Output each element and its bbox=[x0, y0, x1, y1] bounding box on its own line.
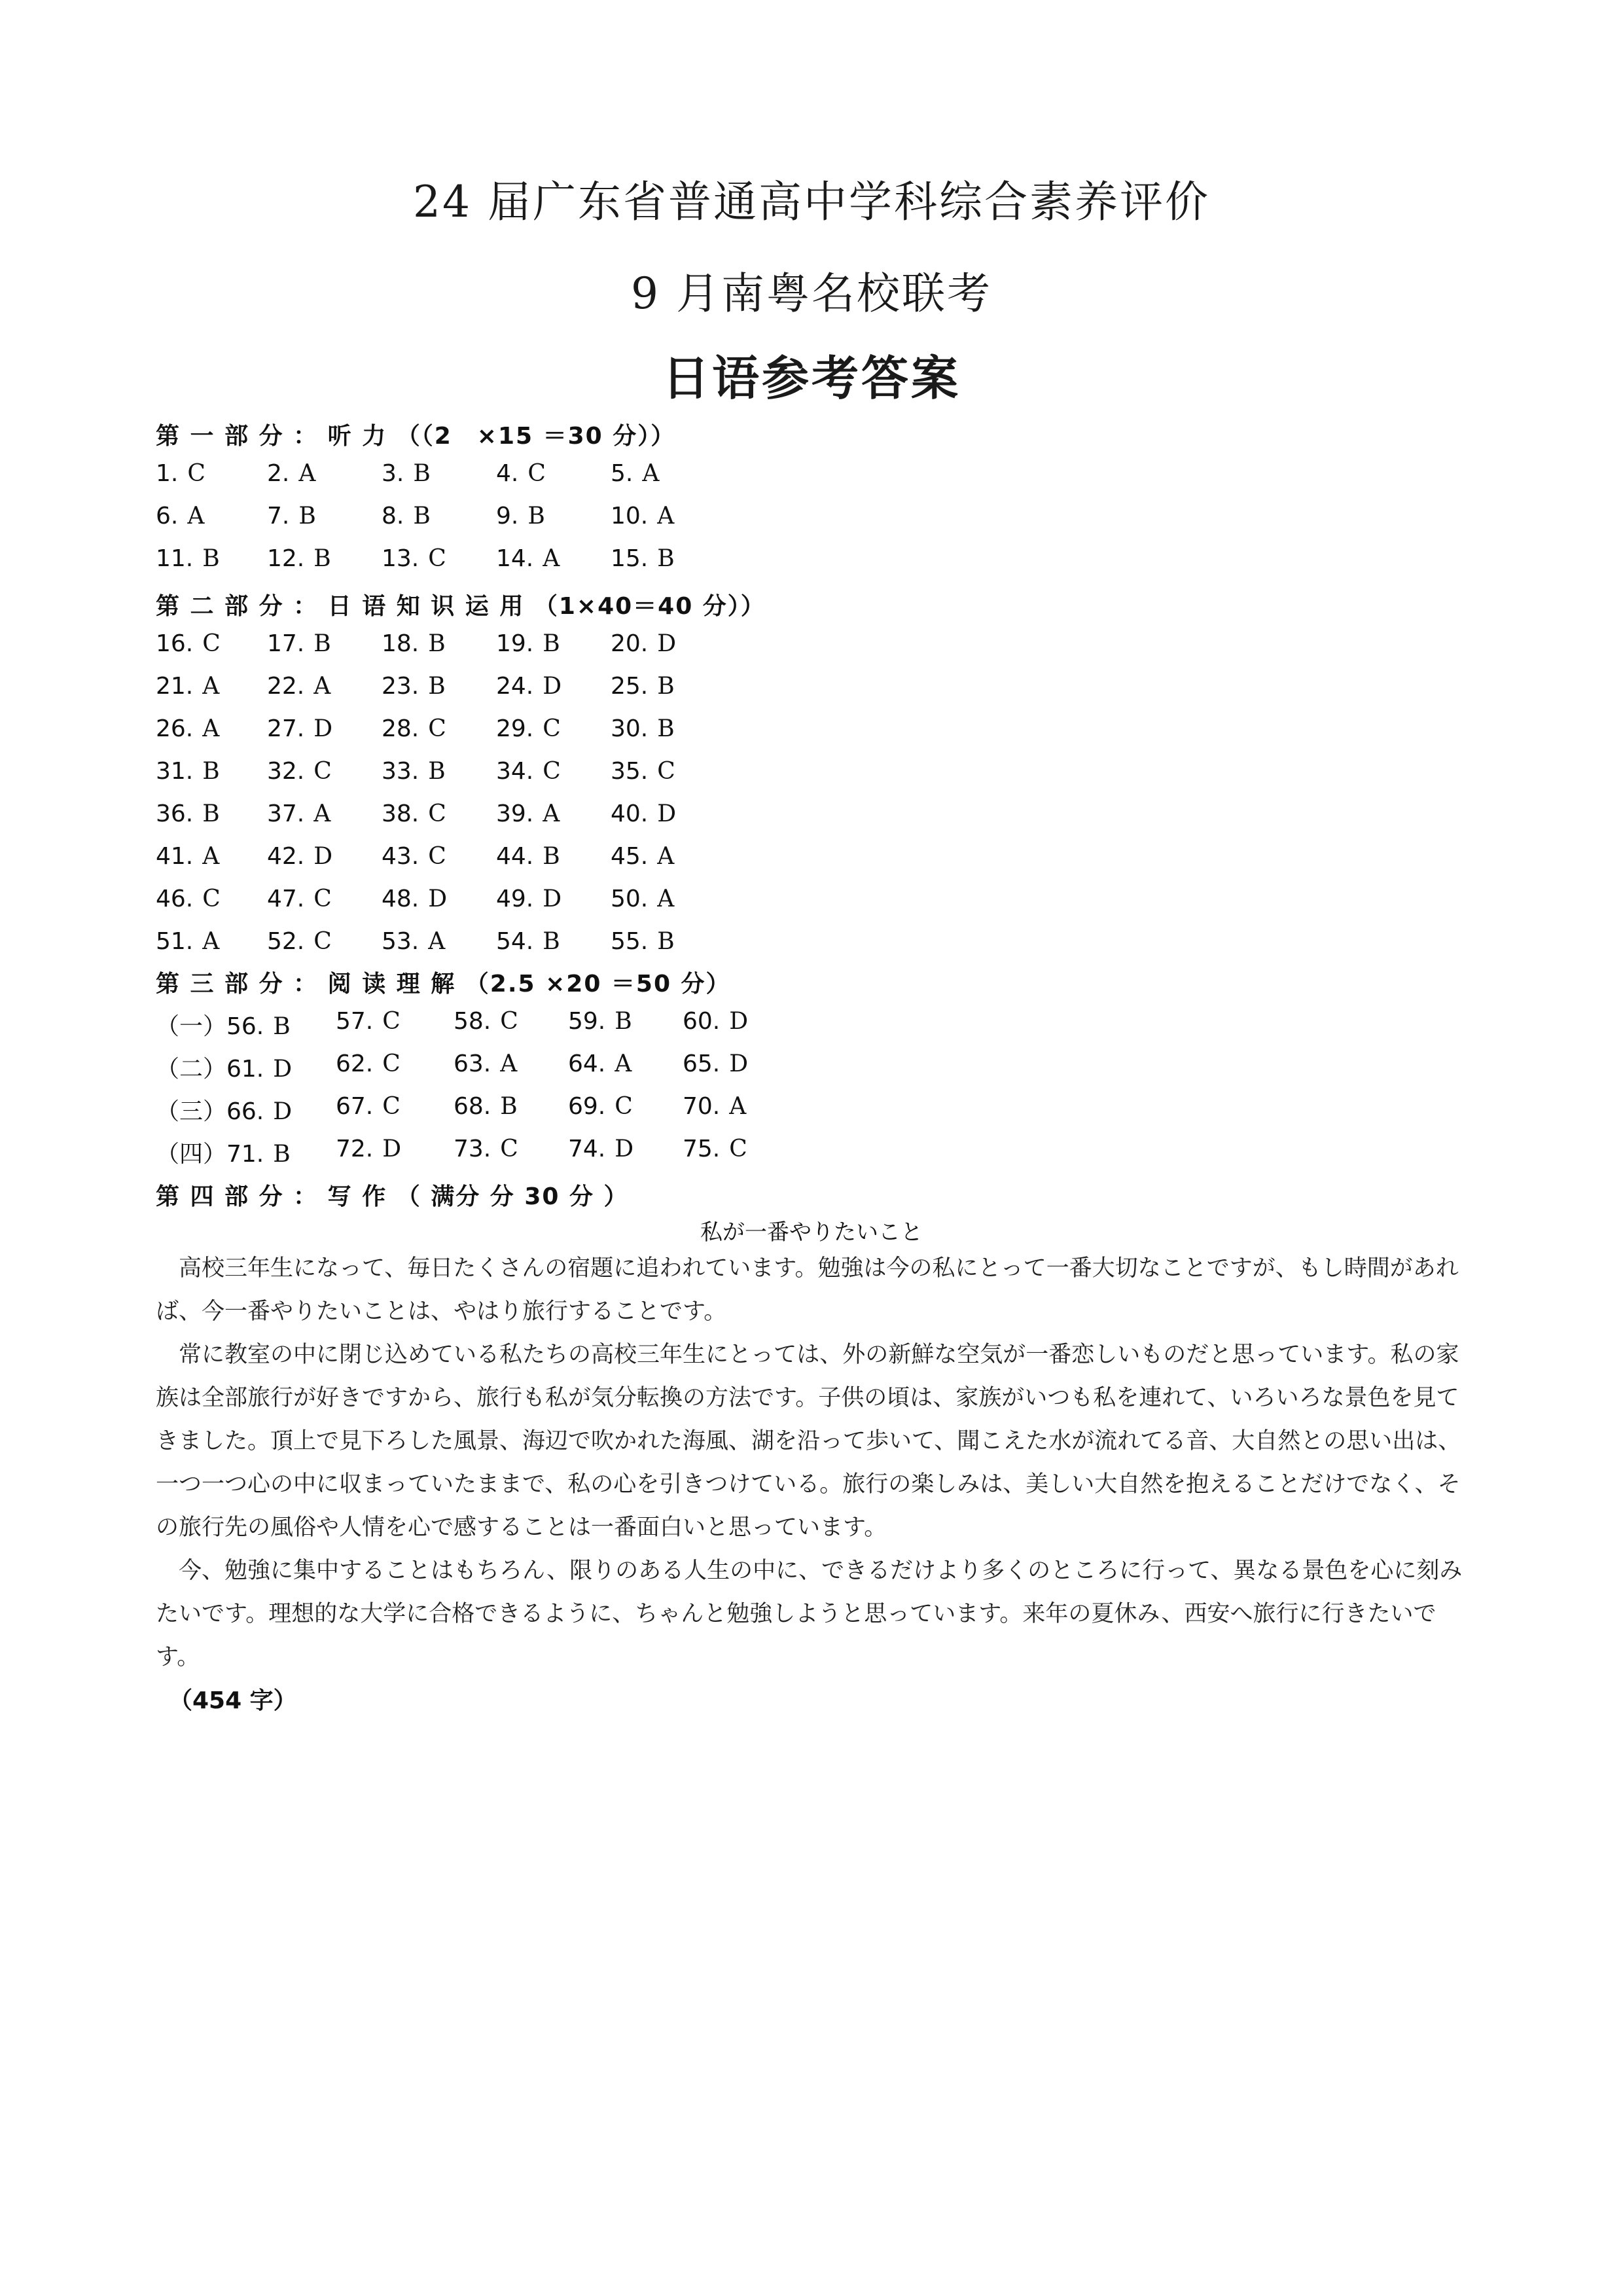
answer-choice: B bbox=[202, 758, 220, 785]
answer-choice: D bbox=[657, 630, 677, 657]
answer-choice: A bbox=[642, 460, 660, 487]
answer-item bbox=[496, 928, 560, 955]
answer-item bbox=[611, 630, 676, 657]
question-number: 8. bbox=[382, 503, 404, 529]
answer-choice: C bbox=[428, 843, 446, 870]
question-number: 60. bbox=[683, 1008, 721, 1035]
answer-item bbox=[267, 886, 332, 912]
answer-choice: B bbox=[657, 673, 675, 700]
question-number: 5. bbox=[611, 460, 633, 487]
question-number: 38. bbox=[382, 800, 419, 827]
answer-choice: C bbox=[500, 1008, 518, 1035]
question-number: 55. bbox=[611, 928, 649, 955]
answer-choice: A bbox=[615, 1050, 632, 1077]
answer-choice: C bbox=[428, 545, 446, 572]
answer-choice: A bbox=[657, 503, 675, 529]
question-number: 51. bbox=[156, 928, 194, 955]
answer-choice: D bbox=[543, 886, 562, 912]
answer-item bbox=[156, 843, 219, 870]
answer-choice: D bbox=[273, 1098, 293, 1125]
question-number: 49. bbox=[496, 886, 534, 912]
answer-item bbox=[611, 545, 675, 572]
question-number: 18. bbox=[382, 630, 419, 657]
answer-item bbox=[382, 928, 445, 955]
section-heading-writing: 第 四 部 分 ： 写 作 （ 满分 分 30 分 ） bbox=[156, 1183, 629, 1210]
answer-choice: C bbox=[313, 758, 332, 785]
answer-item bbox=[382, 545, 446, 572]
answer-item bbox=[382, 886, 447, 912]
answer-item bbox=[267, 460, 315, 487]
answer-item bbox=[336, 1093, 401, 1120]
question-number: 45. bbox=[611, 843, 649, 870]
question-number: 14. bbox=[496, 545, 534, 572]
question-number: 43. bbox=[382, 843, 419, 870]
answer-choice: A bbox=[298, 460, 316, 487]
answer-choice: B bbox=[413, 503, 431, 529]
answer-choice: B bbox=[428, 758, 446, 785]
answer-choice: C bbox=[729, 1136, 747, 1162]
question-number: 11. bbox=[156, 545, 194, 572]
question-number: 28. bbox=[382, 715, 419, 742]
question-number: 26. bbox=[156, 715, 194, 742]
answer-choice: A bbox=[657, 843, 675, 870]
question-number: 33. bbox=[382, 758, 419, 785]
answer-choice: D bbox=[273, 1056, 293, 1083]
answer-item bbox=[382, 843, 446, 870]
question-number: 52. bbox=[267, 928, 305, 955]
question-number: 58. bbox=[454, 1008, 491, 1035]
question-number: 35. bbox=[611, 758, 649, 785]
answer-choice: B bbox=[527, 503, 545, 529]
question-number: 70. bbox=[683, 1093, 721, 1120]
answer-choice: D bbox=[543, 673, 562, 700]
question-number: 7. bbox=[267, 503, 290, 529]
answer-choice: B bbox=[657, 545, 675, 572]
essay-paragraph: 今、勉強に集中することはもちろん、限りのある人生の中に、できるだけより多くのところに行って、異なる景色を心に刻みたいです。理想的な大学に合格できるように、ちゃんと勉強しようと思っています。来年の夏休み、西安へ旅行に行きたいです。 bbox=[156, 1558, 1463, 1670]
answer-choice: C bbox=[615, 1093, 633, 1120]
answer-choice: C bbox=[382, 1093, 401, 1120]
answer-choice: A bbox=[657, 886, 675, 912]
answer-choice: B bbox=[273, 1013, 291, 1040]
question-number: 4. bbox=[496, 460, 519, 487]
answer-item bbox=[156, 715, 219, 742]
answer-item bbox=[382, 630, 446, 657]
answer-item bbox=[156, 1008, 291, 1041]
answer-item bbox=[156, 503, 204, 529]
answer-choice: C bbox=[202, 886, 221, 912]
answer-choice: A bbox=[729, 1093, 747, 1120]
answer-item bbox=[611, 460, 659, 487]
answer-choice: A bbox=[187, 503, 205, 529]
answer-choice: C bbox=[382, 1050, 401, 1077]
answer-item bbox=[156, 1093, 292, 1126]
answer-choice: B bbox=[543, 630, 560, 657]
question-number: （一）56. bbox=[156, 1013, 264, 1040]
answer-item bbox=[611, 928, 675, 955]
answer-choice: A bbox=[428, 928, 446, 955]
question-number: 41. bbox=[156, 843, 194, 870]
question-number: 37. bbox=[267, 800, 305, 827]
question-number: 64. bbox=[568, 1050, 606, 1077]
answer-item bbox=[683, 1093, 746, 1120]
answer-item bbox=[611, 673, 675, 700]
answer-choice: D bbox=[313, 715, 333, 742]
answer-item bbox=[336, 1136, 401, 1162]
answer-choice: A bbox=[202, 715, 220, 742]
question-number: 21. bbox=[156, 673, 194, 700]
answer-choice: B bbox=[313, 545, 331, 572]
section-heading-language-use: 第 二 部 分 ： 日 语 知 识 运 用 （1×40＝40 分）） bbox=[156, 593, 766, 620]
answer-choice: B bbox=[543, 928, 560, 955]
question-number: 47. bbox=[267, 886, 305, 912]
answer-item bbox=[156, 758, 220, 785]
answer-item bbox=[454, 1136, 518, 1162]
question-number: （二）61. bbox=[156, 1056, 264, 1083]
answer-item bbox=[454, 1093, 518, 1120]
answer-item bbox=[267, 503, 316, 529]
answer-choice: B bbox=[202, 545, 220, 572]
answer-item bbox=[382, 715, 446, 742]
answer-choice: D bbox=[729, 1050, 749, 1077]
question-number: 17. bbox=[267, 630, 305, 657]
section-heading-reading: 第 三 部 分 ： 阅 读 理 解 （2.5 ×20 ＝50 分） bbox=[156, 971, 731, 997]
answer-choice: A bbox=[500, 1050, 518, 1077]
answer-item bbox=[336, 1008, 401, 1035]
answer-choice: C bbox=[657, 758, 675, 785]
question-number: （三）66. bbox=[156, 1098, 264, 1125]
question-number: 34. bbox=[496, 758, 534, 785]
answer-item bbox=[382, 503, 431, 529]
answer-item bbox=[611, 800, 676, 827]
answer-choice: A bbox=[202, 843, 220, 870]
question-number: 44. bbox=[496, 843, 534, 870]
answer-choice: B bbox=[657, 715, 675, 742]
answer-item bbox=[611, 715, 675, 742]
answer-choice: C bbox=[500, 1136, 518, 1162]
question-number: 2. bbox=[267, 460, 290, 487]
answer-choice: B bbox=[413, 460, 431, 487]
question-number: 25. bbox=[611, 673, 649, 700]
answer-item bbox=[267, 715, 332, 742]
question-number: 50. bbox=[611, 886, 649, 912]
question-number: 65. bbox=[683, 1050, 721, 1077]
answer-choice: B bbox=[273, 1141, 291, 1168]
answer-choice: C bbox=[382, 1008, 401, 1035]
section-heading-listening: 第 一 部 分 ： 听 力 （（2 ×15 ＝30 分）） bbox=[156, 423, 676, 450]
answer-item bbox=[156, 460, 205, 487]
question-number: 9. bbox=[496, 503, 519, 529]
answer-choice: C bbox=[428, 800, 446, 827]
answer-choice: C bbox=[202, 630, 221, 657]
answer-key-heading: 日语参考答案 bbox=[662, 351, 961, 406]
answer-choice: D bbox=[382, 1136, 402, 1162]
answer-item bbox=[683, 1050, 748, 1077]
answer-choice: B bbox=[428, 673, 446, 700]
answer-item bbox=[156, 886, 221, 912]
question-number: 20. bbox=[611, 630, 649, 657]
answer-choice: D bbox=[428, 886, 448, 912]
question-number: 42. bbox=[267, 843, 305, 870]
answer-item bbox=[611, 758, 675, 785]
question-number: 24. bbox=[496, 673, 534, 700]
question-number: 30. bbox=[611, 715, 649, 742]
essay-body bbox=[156, 1247, 1471, 1679]
question-number: 75. bbox=[683, 1136, 721, 1162]
answer-choice: A bbox=[202, 928, 220, 955]
question-number: 53. bbox=[382, 928, 419, 955]
question-number: 69. bbox=[568, 1093, 606, 1120]
question-number: 73. bbox=[454, 1136, 491, 1162]
answer-item bbox=[568, 1050, 632, 1077]
question-number: 23. bbox=[382, 673, 419, 700]
answer-choice: C bbox=[313, 886, 332, 912]
question-number: 57. bbox=[336, 1008, 374, 1035]
answer-choice: B bbox=[298, 503, 316, 529]
answer-item bbox=[568, 1093, 633, 1120]
answer-choice: D bbox=[313, 843, 333, 870]
answer-choice: B bbox=[615, 1008, 632, 1035]
answer-item bbox=[267, 673, 330, 700]
answer-item bbox=[496, 545, 560, 572]
answer-item bbox=[267, 928, 332, 955]
answer-choice: B bbox=[657, 928, 675, 955]
question-number: （四）71. bbox=[156, 1141, 264, 1168]
answer-choice: A bbox=[543, 545, 560, 572]
question-number: 15. bbox=[611, 545, 649, 572]
question-number: 39. bbox=[496, 800, 534, 827]
question-number: 10. bbox=[611, 503, 649, 529]
answer-item bbox=[267, 843, 332, 870]
answer-item bbox=[156, 1136, 291, 1169]
answer-item bbox=[496, 460, 546, 487]
question-number: 3. bbox=[382, 460, 404, 487]
question-number: 62. bbox=[336, 1050, 374, 1077]
answer-item bbox=[382, 673, 446, 700]
answer-item bbox=[611, 886, 674, 912]
answer-item bbox=[496, 673, 562, 700]
answer-item bbox=[496, 843, 560, 870]
answer-choice: C bbox=[527, 460, 546, 487]
question-number: 12. bbox=[267, 545, 305, 572]
answer-choice: C bbox=[428, 715, 446, 742]
essay-paragraph: 常に教室の中に閉じ込めている私たちの高校三年生にとっては、外の新鮮な空気が一番恋しいものだと思っています。私の家族は全部旅行が好きですから、旅行も私が気分転換の方法です。子供の頃は、家族がいつも私を連れて、いろいろな景色を見てきました。頂上で見下ろした風景、海辺で吹かれた海風、湖を沿って歩いて、聞こえた水が流れてる音、大自然との思い出は、一つ一つ心の中に収まっていたままで、私の心を引きつけている。旅行の楽しみは、美しい大自然を抱えることだけでなく、その旅行先の風俗や人情を心で感することは一番面白いと思っています。 bbox=[156, 1342, 1461, 1541]
answer-item bbox=[611, 843, 674, 870]
answer-item bbox=[156, 630, 221, 657]
answer-item bbox=[454, 1050, 517, 1077]
answer-choice: B bbox=[313, 630, 331, 657]
exam-title: 24 届广东省普通高中学科综合素养评价 bbox=[413, 177, 1210, 227]
question-number: 48. bbox=[382, 886, 419, 912]
question-number: 67. bbox=[336, 1093, 374, 1120]
answer-item bbox=[496, 503, 545, 529]
answer-item bbox=[382, 460, 431, 487]
answer-choice: C bbox=[313, 928, 332, 955]
answer-item bbox=[611, 503, 674, 529]
question-number: 36. bbox=[156, 800, 194, 827]
question-number: 31. bbox=[156, 758, 194, 785]
answer-choice: A bbox=[313, 800, 331, 827]
answer-item bbox=[568, 1008, 632, 1035]
answer-item bbox=[382, 800, 446, 827]
question-number: 16. bbox=[156, 630, 194, 657]
answer-item bbox=[267, 800, 330, 827]
question-number: 32. bbox=[267, 758, 305, 785]
answer-item bbox=[267, 545, 331, 572]
answer-choice: C bbox=[543, 758, 561, 785]
question-number: 40. bbox=[611, 800, 649, 827]
answer-item bbox=[336, 1050, 401, 1077]
answer-choice: B bbox=[428, 630, 446, 657]
exam-subtitle: 9 月南粤名校联考 bbox=[631, 268, 992, 319]
question-number: 29. bbox=[496, 715, 534, 742]
question-number: 72. bbox=[336, 1136, 374, 1162]
answer-choice: D bbox=[729, 1008, 749, 1035]
answer-item bbox=[496, 800, 560, 827]
question-number: 59. bbox=[568, 1008, 606, 1035]
answer-item bbox=[156, 800, 220, 827]
essay-word-count: （454 字） bbox=[169, 1687, 297, 1714]
answer-item bbox=[496, 630, 560, 657]
answer-choice: A bbox=[313, 673, 331, 700]
answer-choice: C bbox=[187, 460, 205, 487]
question-number: 1. bbox=[156, 460, 179, 487]
essay-paragraph: 高校三年生になって、毎日たくさんの宿題に追われています。勉強は今の私にとって一番大切なことですが、もし時間があれば、今一番やりたいことは、やはり旅行することです。 bbox=[156, 1255, 1459, 1325]
answer-item bbox=[683, 1008, 748, 1035]
answer-item bbox=[267, 758, 332, 785]
answer-item bbox=[496, 715, 561, 742]
answer-choice: B bbox=[500, 1093, 518, 1120]
answer-choice: A bbox=[202, 673, 220, 700]
answer-choice: D bbox=[657, 800, 677, 827]
question-number: 63. bbox=[454, 1050, 491, 1077]
answer-item bbox=[267, 630, 331, 657]
answer-item bbox=[568, 1136, 633, 1162]
answer-choice: C bbox=[543, 715, 561, 742]
answer-item bbox=[156, 928, 219, 955]
answer-choice: B bbox=[543, 843, 560, 870]
answer-item bbox=[496, 758, 561, 785]
question-number: 19. bbox=[496, 630, 534, 657]
answer-item bbox=[156, 1050, 292, 1084]
answer-choice: A bbox=[543, 800, 560, 827]
answer-item bbox=[156, 545, 220, 572]
essay-title: 私が一番やりたいこと bbox=[700, 1219, 923, 1246]
answer-choice: D bbox=[615, 1136, 634, 1162]
question-number: 22. bbox=[267, 673, 305, 700]
answer-choice: B bbox=[202, 800, 220, 827]
answer-item bbox=[382, 758, 446, 785]
question-number: 74. bbox=[568, 1136, 606, 1162]
question-number: 54. bbox=[496, 928, 534, 955]
question-number: 13. bbox=[382, 545, 419, 572]
question-number: 68. bbox=[454, 1093, 491, 1120]
question-number: 6. bbox=[156, 503, 179, 529]
question-number: 46. bbox=[156, 886, 194, 912]
answer-item bbox=[496, 886, 562, 912]
question-number: 27. bbox=[267, 715, 305, 742]
answer-item bbox=[683, 1136, 747, 1162]
answer-item bbox=[156, 673, 219, 700]
answer-item bbox=[454, 1008, 518, 1035]
